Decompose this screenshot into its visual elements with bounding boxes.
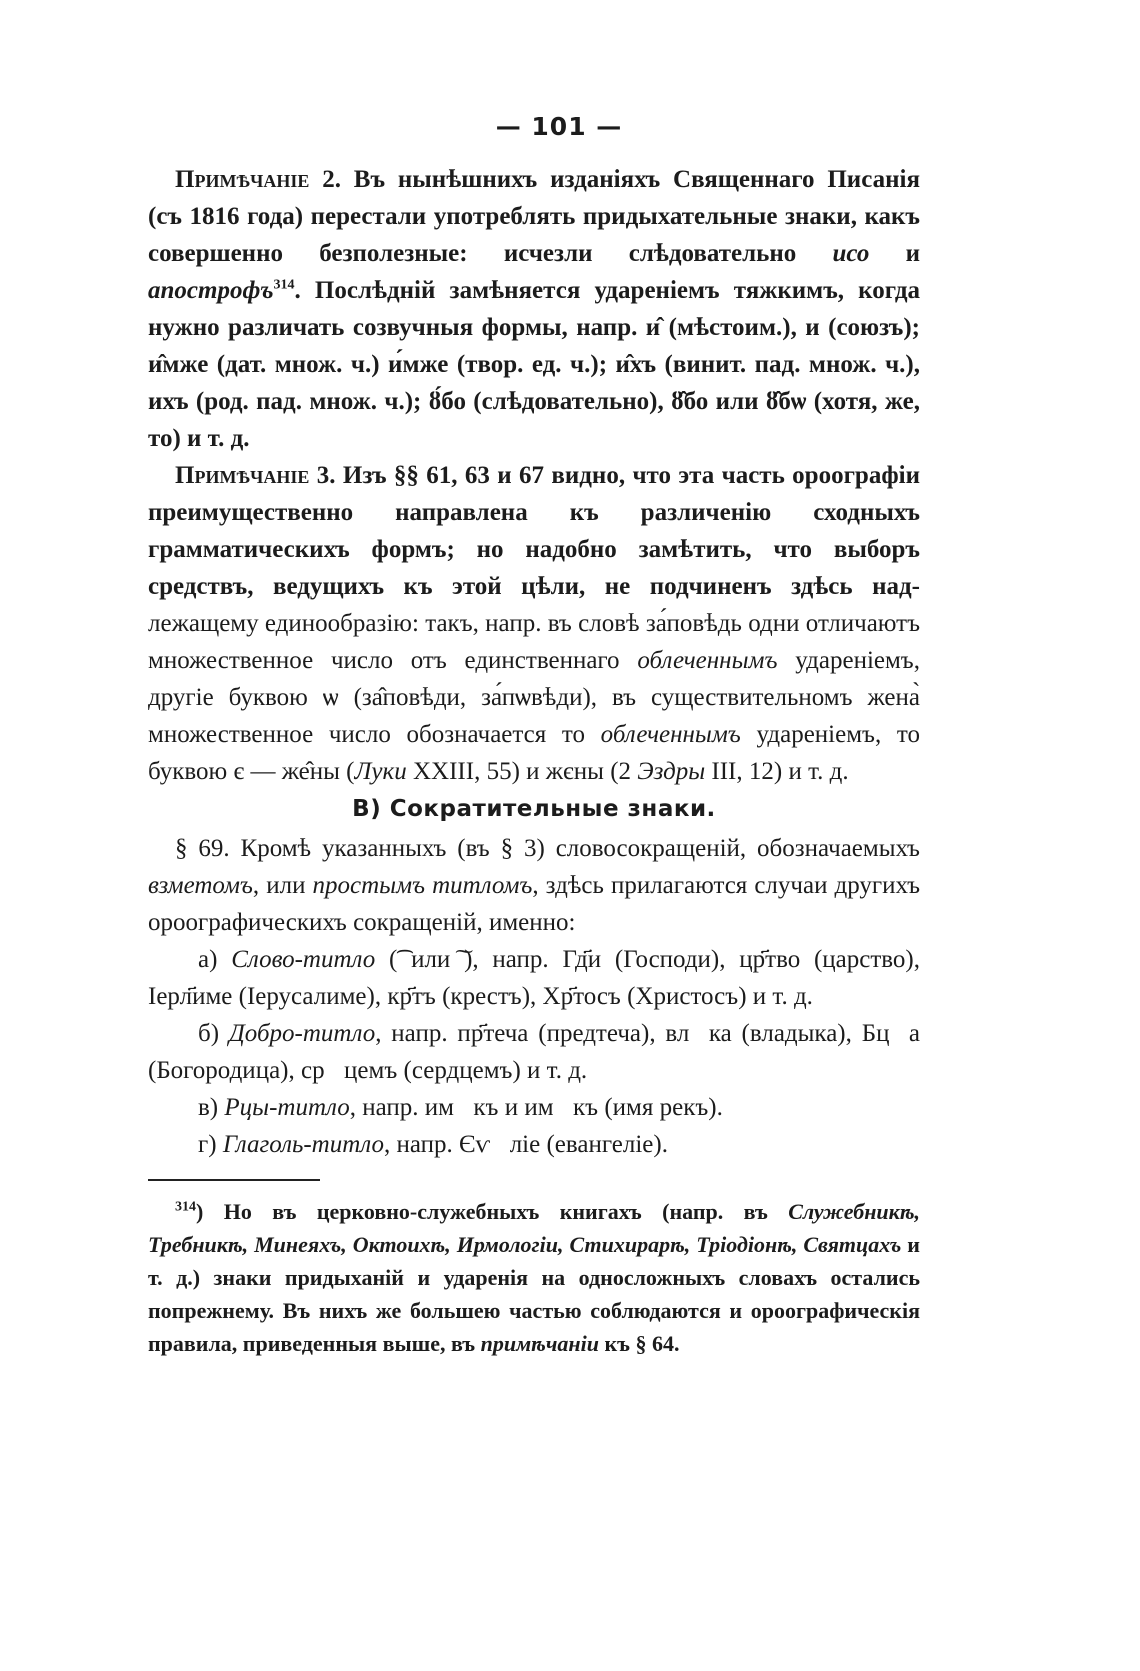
note-2-text-b: и bbox=[869, 240, 921, 267]
item-b-marker: б) bbox=[198, 1020, 229, 1047]
item-d-text: , напр. Єѵⷢліе (евангеліе). bbox=[384, 1131, 668, 1158]
page bbox=[148, 112, 920, 1360]
item-c-term: Рцы-титло bbox=[224, 1094, 350, 1121]
note-2-text-a: Въ нынѣшнихъ изданіяхъ Священнаго Писанія (съ 1816 года) перестали употреблять придыхательные знаки, какъ совершенно безполезные: исчезли слѣдовательно bbox=[148, 166, 920, 267]
item-c-marker: в) bbox=[198, 1094, 225, 1121]
paragraph-69 bbox=[148, 830, 920, 941]
note-3-text-b: удареніемъ, другіе буквою ѡ (за̂повѣди, за́пѡвѣди), въ существительномъ жена̀ множественное число обозначается то bbox=[148, 647, 920, 748]
item-b-text: , напр. пр҃теча (предтеча), влⷣка (владыка), Бцⷣа (Богородица), срⷣцемъ (сердцемъ) и т. д. bbox=[148, 1020, 921, 1084]
list-item-c bbox=[148, 1089, 920, 1126]
section-heading: В) Сократительные знаки. bbox=[352, 796, 716, 822]
note-2-term-iso: исо bbox=[832, 240, 870, 267]
page-number: — 101 — bbox=[495, 112, 623, 141]
note-2-term-apostrof: апострофъ bbox=[148, 277, 274, 304]
list-item-d bbox=[148, 1126, 920, 1163]
note-2-label: Примѣчаніе 2. bbox=[175, 166, 341, 193]
note-3-text-c: удареніемъ, то буквою є — же̂ны ( bbox=[148, 721, 920, 785]
note-2-text-c: . Послѣдній замѣняется удареніемъ тяжкимъ, когда нужно различать созвучныя формы, напр. и̂ (мѣстоим.), и (союзъ); и̂мже (дат. множ. ч.) и́мже (твор. ед. ч.); и̂хъ (винит. пад. множ. ч.), ихъ (род. пад. множ. ч.); ȣ́бо (слѣдовательно), ȣ̂бо или ȣ̂бѡ (хотя, же, то) и т. д. bbox=[148, 277, 920, 452]
list-item-a bbox=[148, 941, 920, 1015]
par-69-text-a: § 69. Кромѣ указанныхъ (въ § 3) словосокращеній, обозначаемыхъ bbox=[175, 835, 920, 862]
footnote-book-list: Служебникѣ, Требникѣ, Минеяхъ, Октоихѣ, Ирмологіи, Стихирарѣ, Тріодіонѣ, Святцахъ bbox=[148, 1199, 920, 1257]
item-c-text: , напр. имⷬкъ и имⷬкъ (имя рекъ). bbox=[349, 1094, 723, 1121]
par-69-term-2: простымъ титломъ bbox=[312, 872, 533, 899]
item-a-text: (͡ или ͠), напр. Гд҃и (Господи), цр҃тво (царство), Іерл҃име (Іерусалиме), кр҃тъ (крестъ), Хр҃тосъ (Христосъ) и т. д. bbox=[148, 946, 920, 1010]
par-69-term-1: взметомъ bbox=[148, 872, 253, 899]
footnote-divider bbox=[148, 1179, 320, 1181]
item-d-term: Глаголь-титло bbox=[222, 1131, 384, 1158]
par-69-text-c: , здѣсь прилагаются случаи другихъ ороографическихъ сокращеній, именно: bbox=[148, 872, 921, 936]
note-3-text-d: XXIII, 55) и жєны (2 bbox=[406, 758, 638, 785]
note-3 bbox=[148, 457, 920, 790]
note-3-ref-luke: Луки bbox=[354, 758, 407, 785]
footnote-text-c: къ § 64. bbox=[598, 1331, 680, 1356]
note-3-text-e: III, 12) и т. д. bbox=[705, 758, 849, 785]
footnote-text-b: и т. д.) знаки придыханій и ударенія на односложныхъ словахъ остались попрежнему. Въ нихъ же большею частью соблюдаются и ороографическія правила, приведенныя выше, въ bbox=[148, 1232, 920, 1356]
par-69-text-b: , или bbox=[252, 872, 313, 899]
note-3-term-1: облеченнымъ bbox=[637, 647, 778, 674]
note-3-bold-text: Изъ §§ 61, 63 и 67 видно, что эта часть ороографіи преимущественно направлена къ различенію сходныхъ грамматическихъ формъ; но надобно замѣтить, что выборъ средствъ, ведущихъ къ этой цѣли, не подчиненъ здѣсь над- bbox=[148, 462, 920, 600]
footnote bbox=[148, 1195, 920, 1360]
list-item-b bbox=[148, 1015, 920, 1089]
note-3-ref-ezra: Эздры bbox=[637, 758, 706, 785]
note-3-term-2: облеченнымъ bbox=[600, 721, 741, 748]
item-d-marker: г) bbox=[198, 1131, 223, 1158]
item-a-marker: а) bbox=[198, 946, 232, 973]
footnote-text-a: ) Но въ церковно-служебныхъ книгахъ (напр. въ bbox=[196, 1199, 789, 1224]
footnote-term: примѣчаніи bbox=[480, 1331, 599, 1356]
footnote-ref: 314 bbox=[273, 277, 295, 293]
note-2 bbox=[148, 161, 920, 457]
item-a-term: Слово-титло bbox=[231, 946, 376, 973]
footnote-marker: 314 bbox=[175, 1199, 196, 1215]
note-3-label: Примѣчаніе 3. bbox=[175, 462, 336, 489]
note-3-text-a: лежащему единообразію: такъ, напр. въ словѣ за́повѣдь одни отличаютъ множественное число отъ единственнаго bbox=[148, 610, 920, 674]
item-b-term: Добро-титло bbox=[228, 1020, 376, 1047]
